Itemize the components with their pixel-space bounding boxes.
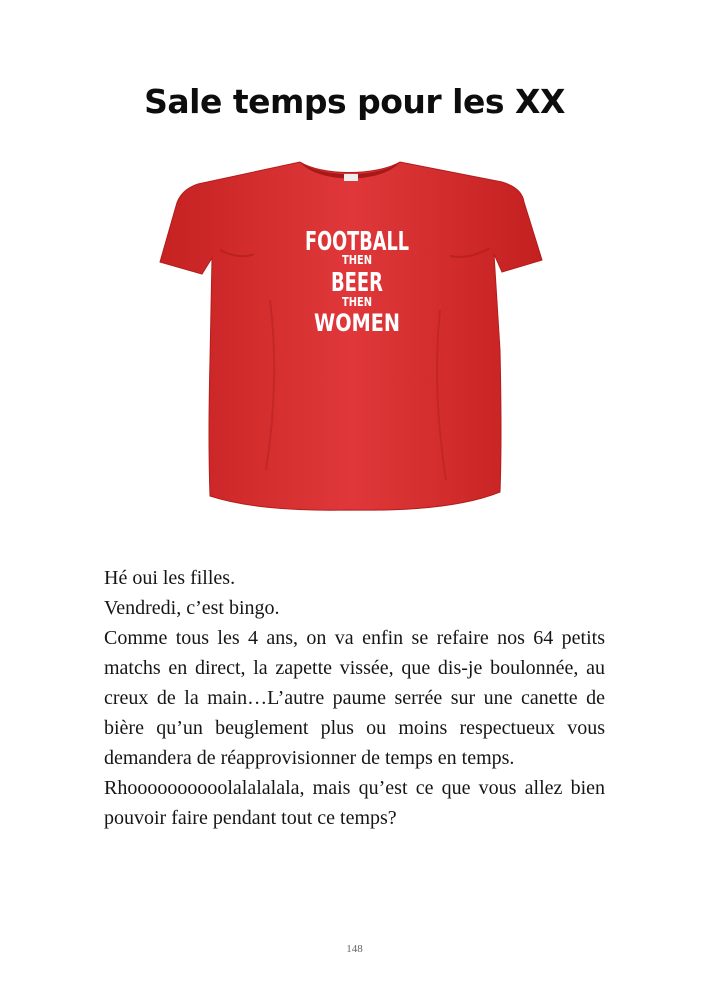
page-number: 148 (346, 943, 363, 955)
shirt-print-line-3: BEER (331, 268, 383, 298)
page-title: Sale temps pour les XX (144, 82, 565, 121)
shirt-print-line-4: THEN (342, 295, 372, 309)
paragraph: Hé oui les filles. (104, 567, 236, 589)
paragraph: Vendredi, c’est bingo. (104, 597, 280, 619)
shirt-print-line-1: FOOTBALL (305, 227, 409, 257)
body-text (104, 563, 605, 833)
shirt-print-line-5: WOMEN (314, 309, 400, 337)
tshirt-image (150, 150, 550, 522)
paragraph: Comme tous les 4 ans, on va enfin se refaire nos 64 petits matchs en direct, la zapette vissée, que dis-je boulonnée, au creux de la main…L’autre paume serrée sur une canette de bière qu’un beuglement plus ou moins respectueux vous demandera de réapprovisionner de temps en temps. (104, 627, 605, 769)
tshirt-tag (344, 174, 358, 181)
shirt-print-line-2: THEN (342, 253, 372, 267)
paragraph: Rhoooooooooolalalalala, mais qu’est ce que vous allez bien pouvoir faire pendant tout ce temps? (104, 777, 605, 829)
